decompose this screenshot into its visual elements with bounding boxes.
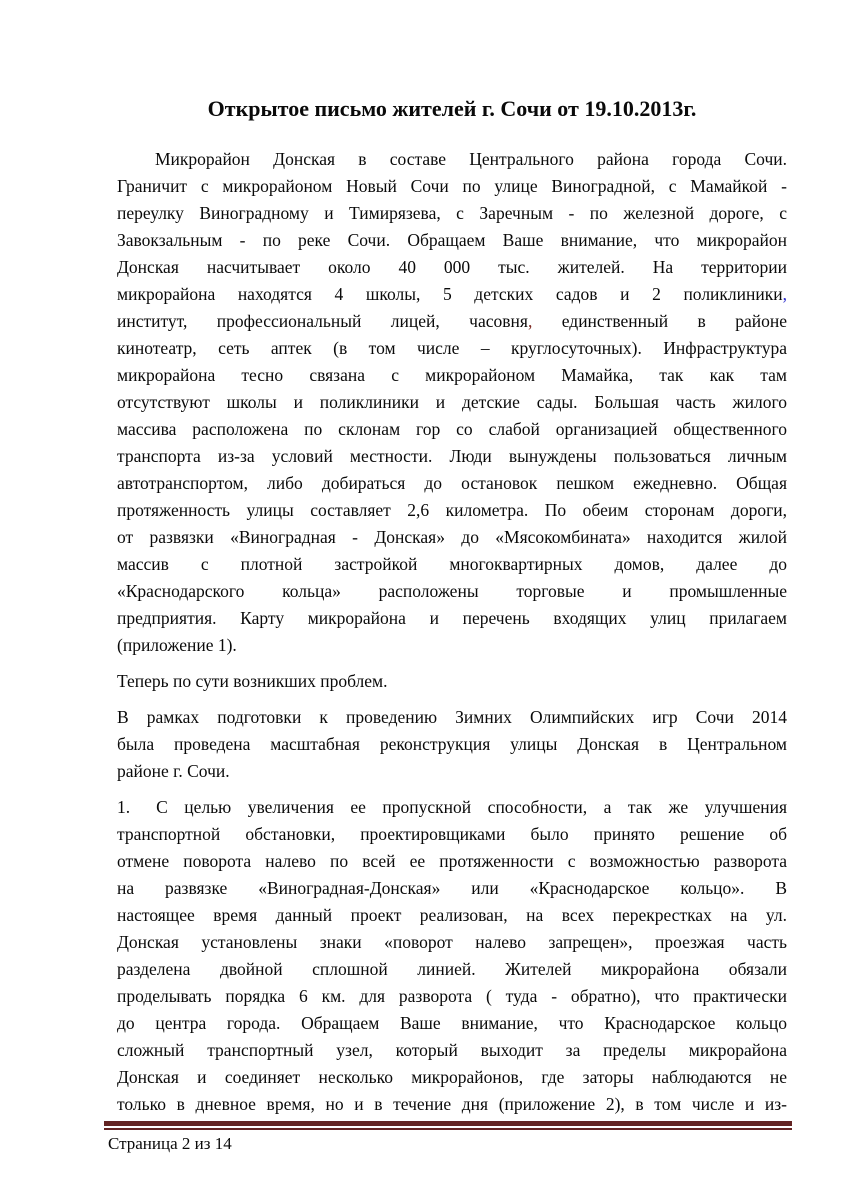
page-number: Страница 2 из 14 bbox=[108, 1134, 232, 1153]
text-line: Донская установлены знаки «поворот налево запрещен», проезжая часть bbox=[117, 932, 787, 952]
text-line: была проведена масштабная реконструкция улицы Донская в Центральном bbox=[117, 734, 787, 754]
paragraph bbox=[117, 146, 787, 659]
text-line: до центра города. Обращаем Ваше внимание, что Краснодарское кольцо bbox=[117, 1013, 787, 1033]
colored-text: 1. bbox=[117, 797, 131, 817]
text-line: на развязке «Виноградная-Донская» или «Краснодарское кольцо». В bbox=[117, 878, 787, 898]
text-line: Микрорайон Донская в составе Центрального района города Сочи. bbox=[155, 149, 787, 169]
text-line: протяженность улицы составляет 2,6 километра. По обеим сторонам дороги, bbox=[117, 500, 787, 520]
colored-text: , bbox=[782, 284, 787, 304]
colored-text: , bbox=[527, 311, 533, 331]
text-line: настоящее время данный проект реализован, на всех перекрестках на ул. bbox=[117, 905, 787, 925]
text-line: Теперь по сути возникших проблем. bbox=[117, 671, 388, 691]
text-line: транспортной обстановки, проектировщиками было принято решение об bbox=[117, 824, 787, 844]
text-line: предприятия. Карту микрорайона и перечень входящих улиц прилагаем bbox=[117, 608, 787, 628]
text-line: от развязки «Виноградная - Донская» до «Мясокомбината» находится жилой bbox=[117, 527, 787, 547]
text-line: сложный транспортный узел, который выходит за пределы микрорайона bbox=[117, 1040, 787, 1060]
text-line: отмене поворота налево по всей ее протяженности с возможностью разворота bbox=[117, 851, 787, 871]
text-line: только в дневное время, но и в течение дня (приложение 2), в том числе и из- bbox=[117, 1094, 787, 1114]
paragraph bbox=[117, 668, 787, 695]
document-body bbox=[117, 146, 787, 1118]
text-line: (приложение 1). bbox=[117, 635, 237, 655]
text-line: микрорайона находятся 4 школы, 5 детских садов и 2 поликлиники, bbox=[117, 284, 787, 304]
footer-rule bbox=[104, 1121, 792, 1130]
text-line: разделена двойной сплошной линией. Жителей микрорайона обязали bbox=[117, 959, 787, 979]
text-line: 1. С целью увеличения ее пропускной способности, а так же улучшения bbox=[117, 797, 787, 817]
text-line: транспорта из-за условий местности. Люди вынуждены пользоваться личным bbox=[117, 446, 787, 466]
text-line: массив с плотной застройкой многоквартирных домов, далее до bbox=[117, 554, 787, 574]
text-line: кинотеатр, сеть аптек (в том числе – круглосуточных). Инфраструктура bbox=[117, 338, 787, 358]
text-line: автотранспортом, либо добираться до остановок пешком ежедневно. Общая bbox=[117, 473, 787, 493]
text-line: «Краснодарского кольца» расположены торговые и промышленные bbox=[117, 581, 787, 601]
text-line: переулку Виноградному и Тимирязева, с Заречным - по железной дороге, с bbox=[117, 203, 787, 223]
text-line: районе г. Сочи. bbox=[117, 761, 230, 781]
text-line: отсутствуют школы и поликлиники и детские сады. Большая часть жилого bbox=[117, 392, 787, 412]
text-line: Донская насчитывает около 40 000 тыс. жителей. На территории bbox=[117, 257, 787, 277]
text-line: микрорайона тесно связана с микрорайоном Мамайка, так как там bbox=[117, 365, 787, 385]
text-line: проделывать порядка 6 км. для разворота ( туда - обратно), что практически bbox=[117, 986, 787, 1006]
text-line: Донская и соединяет несколько микрорайонов, где заторы наблюдаются не bbox=[117, 1067, 787, 1087]
text-line: Завокзальным - по реке Сочи. Обращаем Ваше внимание, что микрорайон bbox=[117, 230, 787, 250]
text-line: Граничит с микрорайоном Новый Сочи по улице Виноградной, с Мамайкой - bbox=[117, 176, 787, 196]
text-line: институт, профессиональный лицей, часовня, единственный в районе bbox=[117, 311, 787, 331]
text-line: массива расположена по склонам гор со слабой организацией общественного bbox=[117, 419, 787, 439]
tab-spacer bbox=[130, 812, 156, 813]
document-title: Открытое письмо жителей г. Сочи от 19.10.2013г. bbox=[207, 96, 697, 121]
document-content bbox=[117, 95, 787, 1127]
paragraph bbox=[117, 704, 787, 785]
text-line: В рамках подготовки к проведению Зимних Олимпийских игр Сочи 2014 bbox=[117, 707, 787, 727]
paragraph bbox=[117, 794, 787, 1118]
